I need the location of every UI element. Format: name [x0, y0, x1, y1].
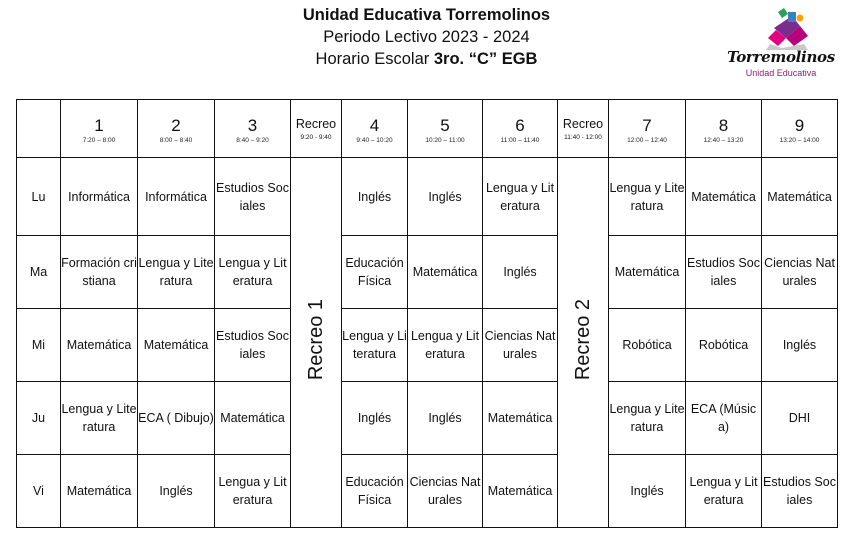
day-label: Mi [17, 309, 61, 382]
subject-cell: Matemática [762, 158, 838, 236]
subject-cell: Ciencias Naturales [483, 309, 558, 382]
period-header [61, 100, 138, 158]
day-label: Ma [17, 236, 61, 309]
subject-cell: Inglés [408, 158, 483, 236]
subject-cell: Inglés [762, 309, 838, 382]
subject-cell: Inglés [342, 382, 408, 455]
period-number: 7 [642, 116, 652, 135]
subject-cell: Lengua y Literatura [686, 455, 762, 528]
logo-house-icon [722, 8, 840, 52]
period-header [215, 100, 291, 158]
period-time: 12:00 – 12:40 [627, 137, 667, 144]
subject-cell: Estudios Sociales [762, 455, 838, 528]
recess-column [291, 158, 342, 528]
subject-cell: Matemática [408, 236, 483, 309]
subject-cell: Lengua y Literatura [215, 455, 291, 528]
subject-cell: Formación cristiana [61, 236, 138, 309]
period-header [762, 100, 838, 158]
period-header [686, 100, 762, 158]
day-row [17, 309, 838, 382]
subject-cell: Matemática [215, 382, 291, 455]
header-row [17, 100, 838, 158]
period-number: 8 [718, 116, 729, 135]
subject-cell: Estudios Sociales [215, 158, 291, 236]
schedule-class: 3ro. “C” EGB [433, 50, 538, 68]
period-time: 11:00 – 11:40 [500, 137, 540, 144]
subject-cell: Informática [61, 158, 138, 236]
subject-cell: Robótica [686, 309, 762, 382]
period-time: 8:40 – 9:20 [236, 137, 269, 144]
period-number: 3 [247, 116, 258, 135]
period-number: 9 [794, 116, 805, 135]
school-period: Periodo Lectivo 2023 - 2024 [323, 28, 530, 46]
subject-cell: Lengua y Literatura [215, 236, 291, 309]
period-time: 7:20 – 8:00 [82, 137, 116, 144]
period-header [609, 100, 686, 158]
day-row [17, 455, 838, 528]
subject-cell: Estudios Sociales [215, 309, 291, 382]
subject-cell: Lengua y Literatura [138, 236, 215, 309]
subject-cell: Educación Física [342, 455, 408, 528]
subject-cell: Inglés [483, 236, 558, 309]
period-header [408, 100, 483, 158]
period-time: 9:40 – 10:20 [356, 137, 393, 144]
day-row [17, 236, 838, 309]
subject-cell: Inglés [138, 455, 215, 528]
recess-time: 11:40 - 12:00 [564, 134, 602, 141]
subject-cell: Informática [138, 158, 215, 236]
recess-header [558, 100, 609, 158]
subject-cell: Lengua y Literatura [342, 309, 408, 382]
recess-label: Recreo [295, 117, 337, 131]
period-number: 4 [369, 116, 380, 135]
period-header [342, 100, 408, 158]
recess-time: 9:20 - 9:40 [300, 134, 332, 141]
subject-cell: Matemática [61, 455, 138, 528]
school-logo [722, 8, 840, 88]
subject-cell: ECA ( Dibujo) [138, 382, 215, 455]
day-row [17, 158, 838, 236]
subject-cell: Lengua y Literatura [61, 382, 138, 455]
schedule-prefix: Horario Escolar [315, 50, 434, 68]
subject-cell: Matemática [686, 158, 762, 236]
period-number: 1 [94, 116, 104, 135]
subject-cell: Lengua y Literatura [483, 158, 558, 236]
day-label: Lu [17, 158, 61, 236]
recess-label: Recreo [562, 117, 604, 131]
subject-cell: Inglés [408, 382, 483, 455]
subject-cell: Robótica [609, 309, 686, 382]
subject-cell: Matemática [609, 236, 686, 309]
subject-cell: Estudios Sociales [686, 236, 762, 309]
period-number: 2 [171, 116, 181, 135]
subject-cell: Inglés [609, 455, 686, 528]
recess-vertical-label: Recreo 2 [572, 299, 594, 381]
subject-cell: Ciencias Naturales [762, 236, 838, 309]
subject-cell: DHI [762, 382, 838, 455]
subject-cell: Matemática [483, 455, 558, 528]
recess-vertical-label: Recreo 1 [305, 299, 327, 381]
period-time: 13:20 – 14:00 [779, 137, 820, 144]
logo-wordmark: Torremolinos [727, 48, 835, 66]
logo-subtitle: Unidad Educativa [745, 68, 817, 78]
period-number: 6 [515, 116, 525, 135]
day-row [17, 382, 838, 455]
subject-cell: ECA (Música) [686, 382, 762, 455]
period-time: 10:20 – 11:00 [425, 137, 465, 144]
period-header [138, 100, 215, 158]
subject-cell: Ciencias Naturales [408, 455, 483, 528]
school-title: Unidad Educativa Torremolinos [302, 6, 551, 24]
subject-cell: Matemática [138, 309, 215, 382]
day-label: Vi [17, 455, 61, 528]
subject-cell: Matemática [483, 382, 558, 455]
recess-header [291, 100, 342, 158]
subject-cell: Matemática [61, 309, 138, 382]
day-label: Ju [17, 382, 61, 455]
subject-cell: Lengua y Literatura [408, 309, 483, 382]
subject-cell: Lengua y Literatura [609, 158, 686, 236]
period-time: 12:40 – 13:20 [703, 137, 744, 144]
schedule-table [16, 99, 838, 528]
period-time: 8:00 – 8:40 [159, 137, 193, 144]
recess-column [558, 158, 609, 528]
subject-cell: Educación Física [342, 236, 408, 309]
period-number: 5 [440, 116, 450, 135]
corner-cell [17, 100, 61, 158]
subject-cell: Lengua y Literatura [609, 382, 686, 455]
period-header [483, 100, 558, 158]
subject-cell: Inglés [342, 158, 408, 236]
